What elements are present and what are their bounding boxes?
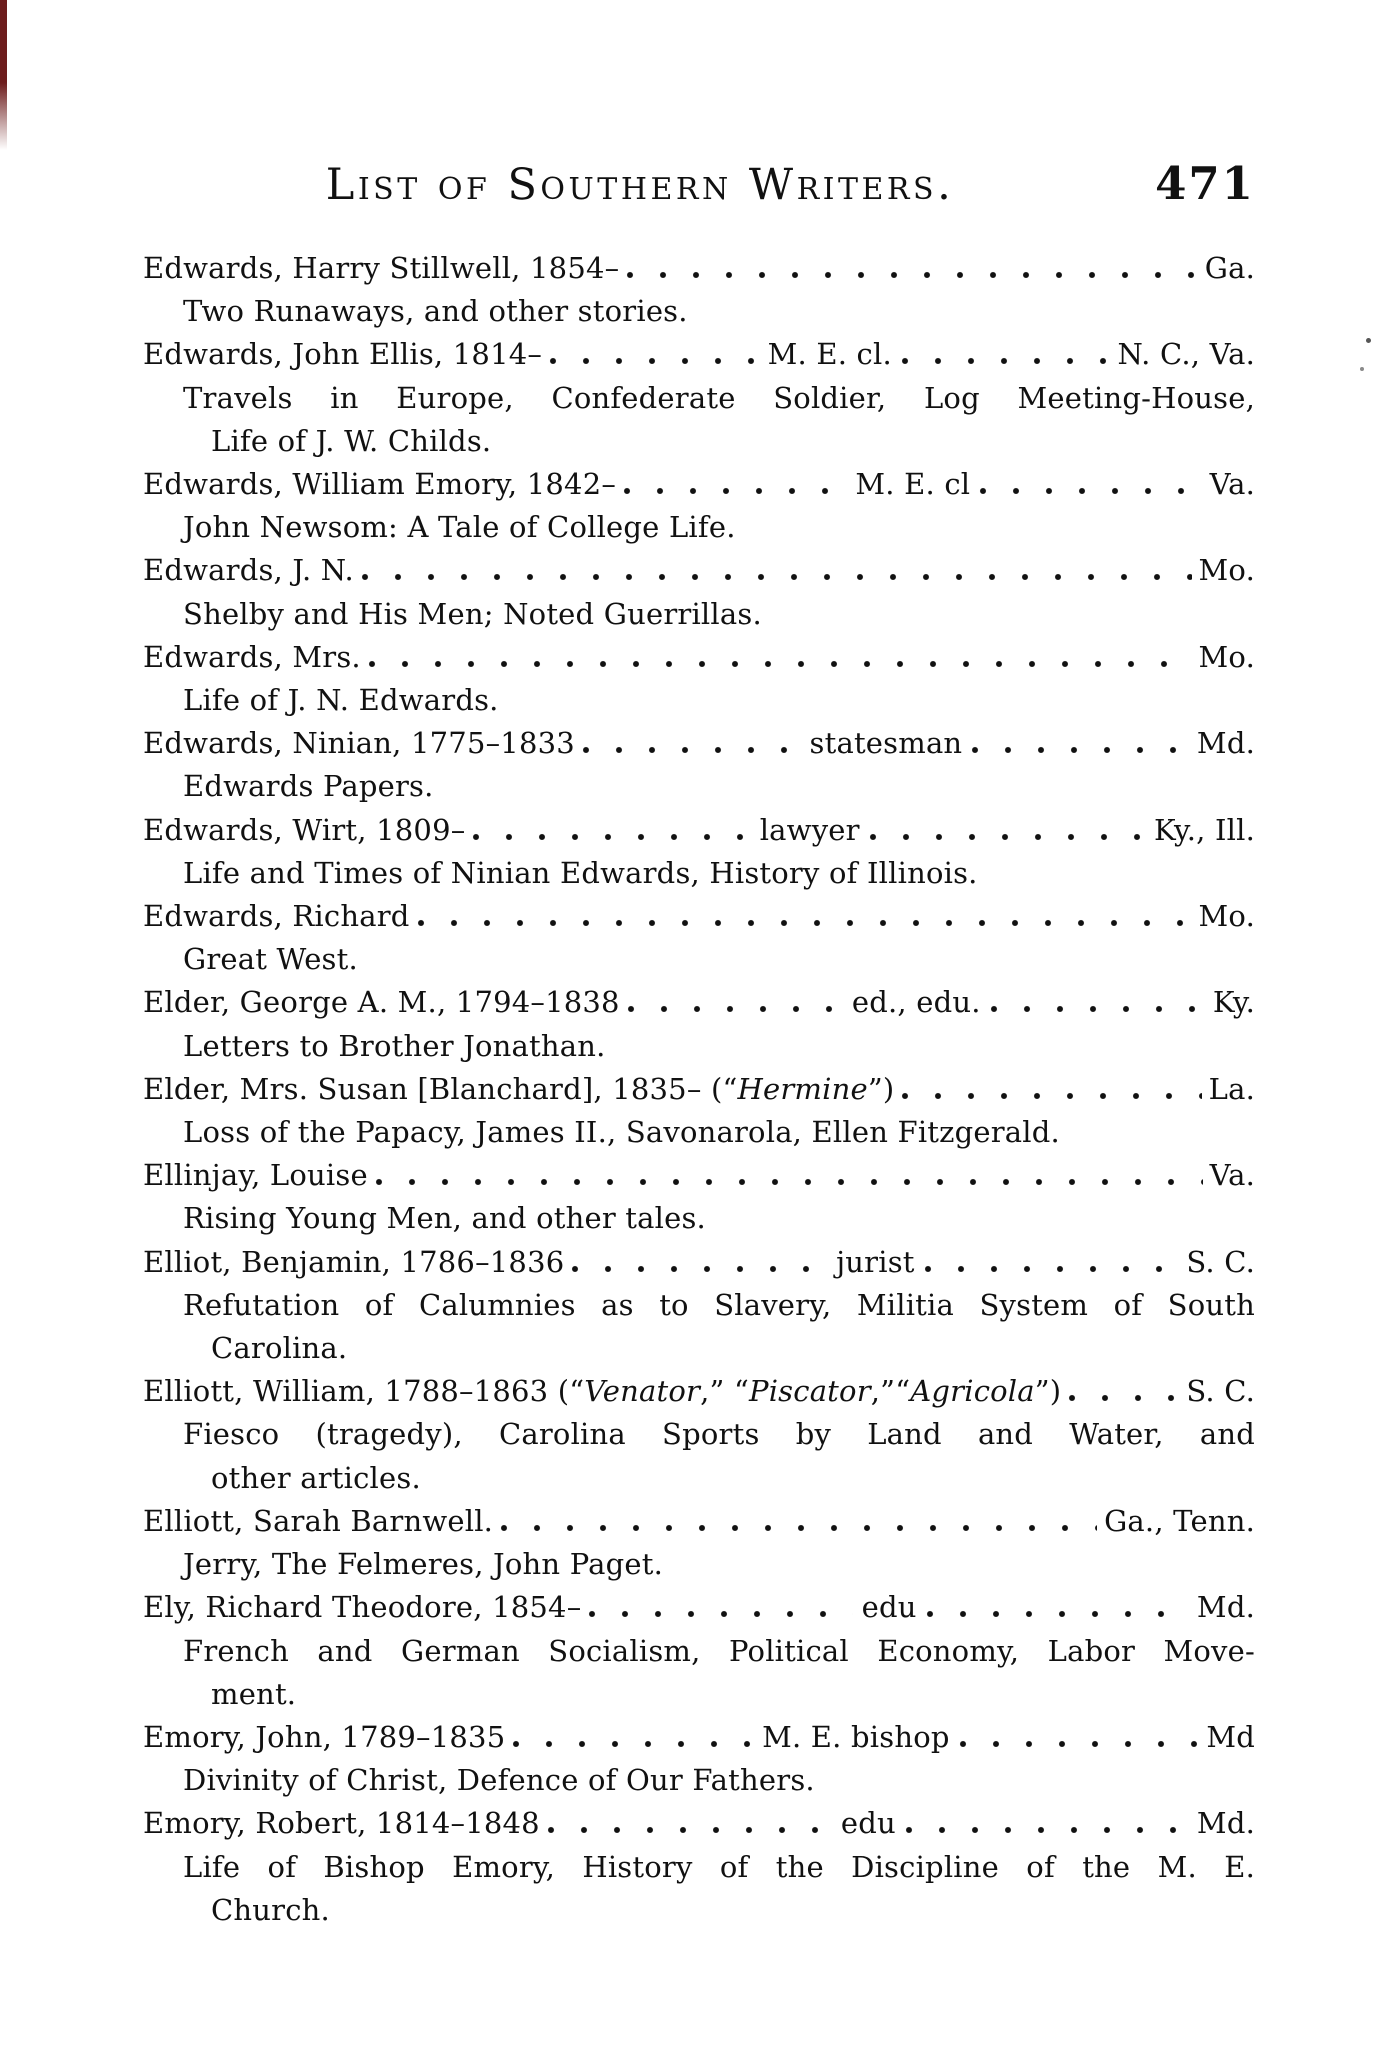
entry-name	[143, 1370, 1061, 1413]
name-text: ,”“	[870, 1374, 911, 1409]
name-text: Edwards, William Emory, 1842–	[143, 467, 617, 502]
writer-entry	[143, 1154, 1255, 1240]
scan-speck	[1366, 338, 1371, 343]
dot-leader	[1068, 1392, 1179, 1401]
name-text: Elliot, Benjamin, 1786–1836	[143, 1244, 565, 1279]
dot-leader	[547, 1824, 832, 1833]
entry-work-line: Life of J. W. Childs.	[211, 423, 492, 458]
writer-entry	[143, 1370, 1255, 1500]
name-text: Elliott, William, 1788–1863 (“	[143, 1374, 585, 1409]
entry-main-line	[143, 1500, 1255, 1543]
entry-state: Va.	[1209, 467, 1255, 502]
name-text: Ely, Richard Theodore, 1854–	[143, 1590, 582, 1625]
dot-leader	[582, 744, 801, 753]
pseudonym-italic: Piscator	[748, 1374, 871, 1409]
entry-main-line	[143, 895, 1255, 938]
writer-entry	[143, 809, 1255, 895]
dot-leader	[926, 1608, 1190, 1617]
name-text: Edwards, J. N.	[143, 553, 354, 588]
pseudonym-italic: Agricola	[910, 1374, 1035, 1409]
entry-work-line: Life and Times of Ninian Edwards, History of Illinois.	[183, 855, 978, 890]
entry-name	[143, 1802, 540, 1845]
entry-state: Md.	[1196, 726, 1255, 761]
name-text: Emory, John, 1789–1835	[143, 1719, 506, 1754]
dot-leader	[375, 1176, 1203, 1185]
writer-entry	[143, 1586, 1255, 1716]
entry-main-line	[143, 1802, 1255, 1845]
entry-occupation: jurist	[836, 1244, 915, 1279]
entry-state: S. C.	[1186, 1374, 1255, 1409]
writer-list	[143, 247, 1255, 1932]
entry-work-line: Rising Young Men, and other tales.	[183, 1201, 706, 1236]
name-text: ”)	[867, 1071, 895, 1106]
entry-main-line	[143, 1370, 1255, 1413]
name-text: Edwards, Richard	[143, 899, 410, 934]
writer-entry	[143, 549, 1255, 635]
writer-entry	[143, 463, 1255, 549]
entry-work-line: Fiesco (tragedy), Carolina Sports by Land and Water, and	[183, 1417, 1255, 1452]
entry-main-line	[143, 1716, 1255, 1759]
entry-name	[143, 1500, 493, 1543]
dot-leader	[869, 831, 1147, 840]
name-text: Edwards, Harry Stillwell, 1854–	[143, 251, 620, 285]
entry-work-line: John Newsom: A Tale of College Life.	[183, 510, 736, 545]
writer-entry	[143, 636, 1255, 722]
entry-work-line: Jerry, The Felmeres, John Paget.	[183, 1547, 664, 1582]
entry-work-line: Carolina.	[211, 1331, 348, 1366]
writer-entry	[143, 722, 1255, 808]
dot-leader	[368, 658, 1192, 667]
writer-entry	[143, 1068, 1255, 1154]
dot-leader	[901, 1090, 1201, 1099]
name-text: Ellinjay, Louise	[143, 1158, 368, 1193]
entry-state: Md.	[1196, 1590, 1255, 1625]
entry-state: Va.	[1209, 1158, 1255, 1193]
name-text: Elliott, Sarah Barnwell.	[143, 1503, 494, 1538]
entry-name	[143, 463, 616, 506]
entry-work-line: Refutation of Calumnies as to Slavery, Militia System of South	[183, 1287, 1255, 1322]
page-number: 471	[1155, 157, 1255, 210]
entry-work-line: Loss of the Papacy, James II., Savonarola, Ellen Fitzgerald.	[183, 1115, 1060, 1150]
writer-entry	[143, 1500, 1255, 1586]
entry-work-line: Letters to Brother Jonathan.	[183, 1028, 606, 1063]
name-text: Emory, Robert, 1814–1848	[143, 1806, 540, 1841]
dot-leader	[571, 1263, 827, 1272]
entry-name	[143, 636, 361, 679]
entry-main-line	[143, 809, 1255, 852]
dot-leader	[979, 485, 1202, 494]
dot-leader	[971, 744, 1190, 753]
entry-name	[143, 1241, 564, 1284]
entry-name	[143, 1154, 368, 1197]
name-text: Edwards, Wirt, 1809–	[143, 812, 466, 847]
dot-leader	[924, 1263, 1180, 1272]
entry-main-line	[143, 463, 1255, 506]
entry-main-line	[143, 1586, 1255, 1629]
entry-work-line: French and German Socialism, Political Economy, Labor Move-	[183, 1633, 1255, 1668]
entry-work-line: ment.	[211, 1676, 297, 1711]
entry-main-line	[143, 636, 1255, 679]
entry-occupation: statesman	[809, 726, 963, 761]
scan-speck	[1360, 367, 1364, 371]
name-text: ”)	[1034, 1374, 1062, 1409]
entry-main-line	[143, 722, 1255, 765]
dot-leader	[549, 355, 759, 364]
dot-leader	[959, 1738, 1200, 1747]
entry-work-line: Great West.	[183, 942, 358, 977]
entry-state: La.	[1208, 1071, 1255, 1106]
entry-occupation: ed., edu.	[851, 985, 981, 1020]
entry-occupation: M. E. bishop	[762, 1719, 950, 1754]
entry-name	[143, 722, 575, 765]
entry-state: Md.	[1196, 1806, 1255, 1841]
name-text: Elder, George A. M., 1794–1838	[143, 985, 620, 1020]
entry-state: Ga.	[1204, 251, 1255, 285]
name-text: Edwards, John Ellis, 1814–	[143, 337, 543, 372]
entry-state: Ky.	[1212, 985, 1256, 1020]
writer-entry	[143, 981, 1255, 1067]
writer-entry	[143, 895, 1255, 981]
entry-work-line: Life of J. N. Edwards.	[183, 683, 499, 718]
entry-name	[143, 809, 465, 852]
entry-work-line: Life of Bishop Emory, History of the Discipline of the M. E.	[183, 1849, 1255, 1884]
entry-occupation: M. E. cl	[855, 467, 971, 502]
entry-state: S. C.	[1186, 1244, 1256, 1279]
entry-name	[143, 247, 619, 290]
entry-state: Mo.	[1198, 553, 1255, 588]
entry-occupation: lawyer	[759, 812, 860, 847]
entry-state: Mo.	[1198, 639, 1255, 674]
entry-state: Mo.	[1198, 899, 1255, 934]
entry-main-line	[143, 247, 1255, 290]
entry-main-line	[143, 1154, 1255, 1197]
dot-leader	[500, 1522, 1097, 1531]
dot-leader	[626, 269, 1197, 278]
name-text: Elder, Mrs. Susan [Blanchard], 1835– (“	[143, 1071, 738, 1106]
entry-work-line: Divinity of Christ, Defence of Our Fathers.	[183, 1763, 815, 1798]
entry-occupation: edu	[840, 1806, 896, 1841]
entry-state: Md	[1206, 1719, 1256, 1754]
entry-name	[143, 1068, 894, 1111]
dot-leader	[472, 831, 750, 840]
entry-work-line: Church.	[211, 1892, 330, 1927]
entry-main-line	[143, 333, 1255, 376]
dot-leader	[623, 485, 846, 494]
entry-occupation: M. E. cl.	[767, 337, 892, 372]
entry-work-line: other articles.	[211, 1460, 421, 1495]
writer-entry	[143, 333, 1255, 463]
entry-main-line	[143, 981, 1255, 1024]
entry-work-line: Travels in Europe, Confederate Soldier, Log Meeting-House,	[183, 380, 1255, 415]
entry-name	[143, 549, 354, 592]
entry-name	[143, 333, 542, 376]
entry-state: Ky., Ill.	[1153, 812, 1256, 847]
entry-main-line	[143, 549, 1255, 592]
page-header	[143, 157, 1255, 220]
name-text: ,” “	[700, 1374, 749, 1409]
entry-work-line: Two Runaways, and other stories.	[183, 294, 688, 329]
entry-name	[143, 981, 620, 1024]
entry-name	[143, 1586, 581, 1629]
writer-entry	[143, 1716, 1255, 1802]
entry-occupation: edu	[861, 1590, 917, 1625]
entry-name	[143, 895, 410, 938]
entry-state: Ga., Tenn.	[1104, 1503, 1255, 1538]
entry-main-line	[143, 1068, 1255, 1111]
dot-leader	[361, 571, 1192, 580]
dot-leader	[990, 1003, 1206, 1012]
entry-work-line: Edwards Papers.	[183, 769, 434, 804]
dot-leader	[417, 917, 1192, 926]
name-text: Edwards, Ninian, 1775–1833	[143, 726, 575, 761]
pseudonym-italic: Venator	[584, 1374, 701, 1409]
running-title: List of Southern Writers.	[325, 160, 955, 210]
writer-entry	[143, 1241, 1255, 1371]
entry-work-line: Shelby and His Men; Noted Guerrillas.	[183, 596, 762, 631]
dot-leader	[901, 355, 1111, 364]
scan-edge-artifact	[0, 0, 7, 150]
dot-leader	[905, 1824, 1190, 1833]
name-text: Edwards, Mrs.	[143, 639, 361, 674]
entry-name	[143, 1716, 505, 1759]
writer-entry	[143, 1802, 1255, 1932]
entry-main-line	[143, 1241, 1255, 1284]
pseudonym-italic: Hermine	[737, 1071, 868, 1106]
writer-entry	[143, 247, 1255, 333]
dot-leader	[588, 1608, 852, 1617]
dot-leader	[627, 1003, 843, 1012]
entry-state: N. C., Va.	[1117, 337, 1256, 372]
dot-leader	[512, 1738, 753, 1747]
